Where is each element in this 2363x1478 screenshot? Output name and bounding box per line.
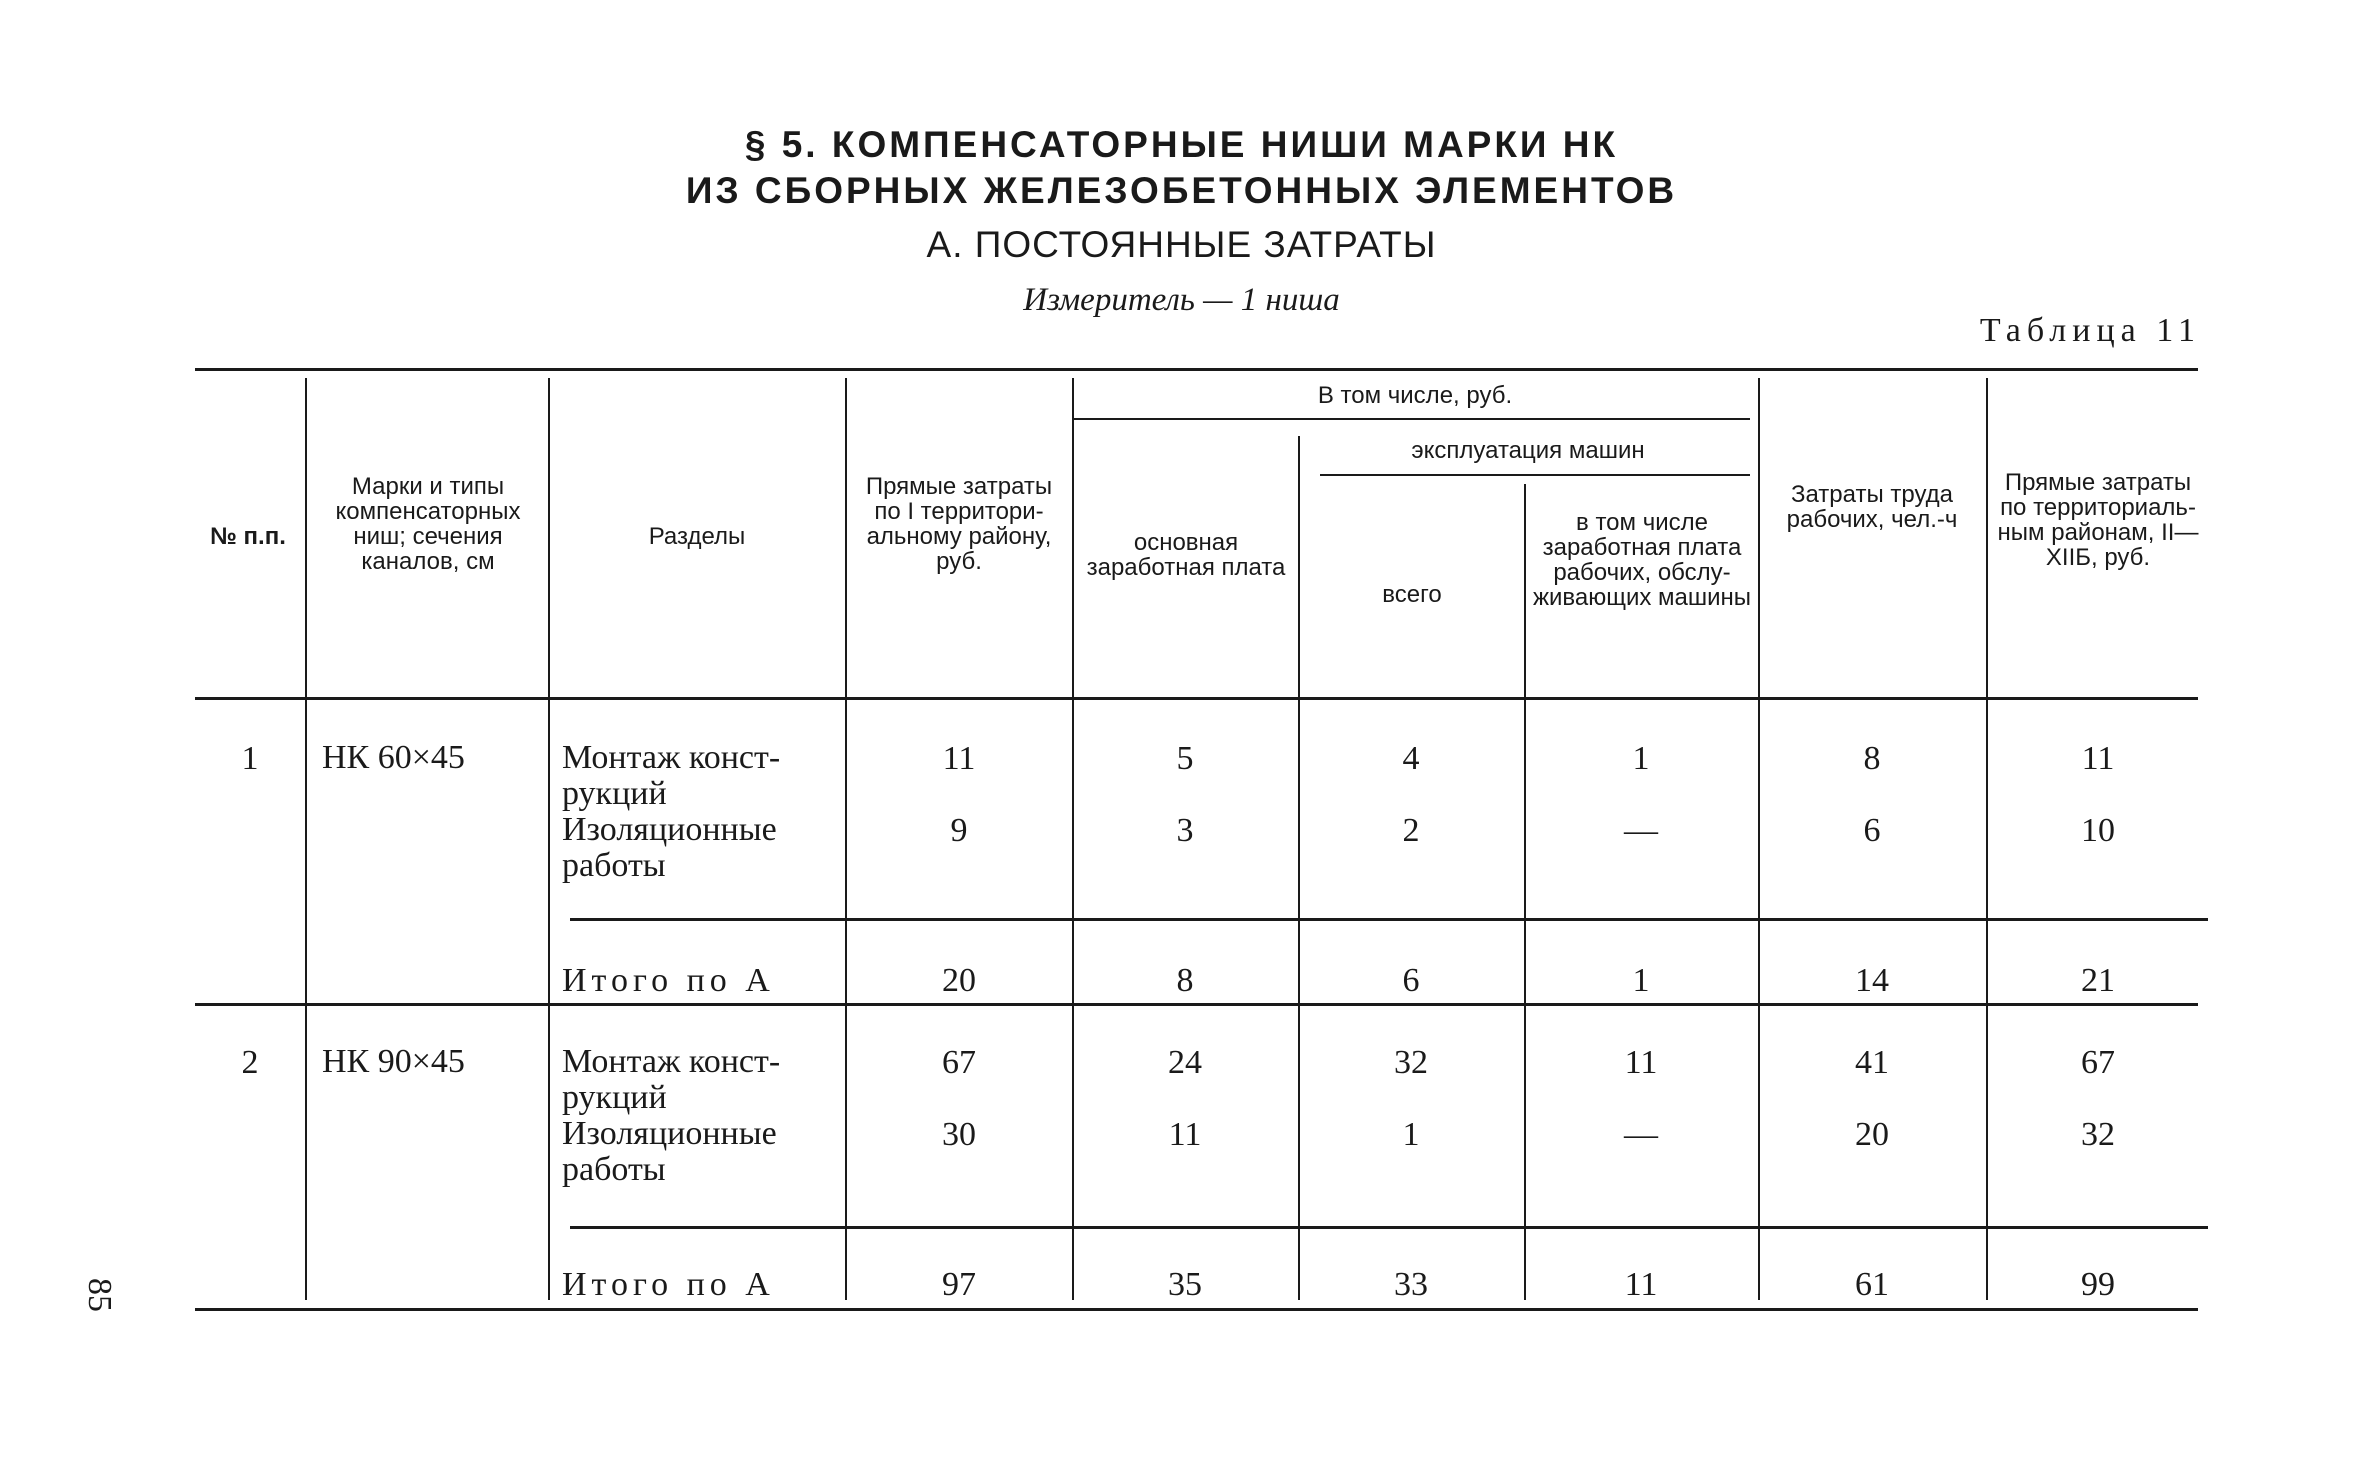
header-bottom-rule bbox=[195, 697, 2198, 700]
section-title: А. ПОСТОЯННЫЕ ЗАТРАТЫ bbox=[926, 224, 1437, 265]
row-section: Монтаж конструкций bbox=[562, 1043, 781, 1116]
subtotal-direct2: 21 bbox=[2081, 962, 2115, 999]
group-mark: НК 90×45 bbox=[322, 1043, 465, 1080]
cell-incl-wage: 11 bbox=[1624, 1044, 1658, 1081]
cell-direct2: 11 bbox=[2081, 740, 2115, 777]
row-section: Изоляционные работы bbox=[562, 811, 777, 884]
subtotal-direct1: 97 bbox=[942, 1266, 976, 1303]
cell-labor: 6 bbox=[1863, 812, 1881, 849]
measure-unit: Измеритель — 1 ниша bbox=[1023, 282, 1340, 318]
subtotal-direct1: 20 bbox=[942, 962, 976, 999]
row-section: Изоляционные работы bbox=[562, 1115, 777, 1188]
cell-wage: 5 bbox=[1176, 740, 1194, 777]
group1-bottom-rule bbox=[195, 1003, 2198, 1006]
cell-labor: 8 bbox=[1863, 740, 1881, 777]
subtotal-incl-wage: 1 bbox=[1632, 962, 1650, 999]
group-mark: НК 60×45 bbox=[322, 739, 465, 776]
col-divider bbox=[305, 378, 307, 1300]
header-sections: Разделы bbox=[648, 523, 746, 550]
col-divider bbox=[845, 378, 847, 1300]
cell-direct1: 67 bbox=[942, 1044, 976, 1081]
cell-wage: 24 bbox=[1168, 1044, 1202, 1081]
header-incl-wage: в том числе заработная плата рабочих, обслуживающих машины bbox=[1532, 509, 1752, 611]
table-bottom-rule bbox=[195, 1308, 2198, 1311]
machines-rule bbox=[1320, 474, 1750, 476]
header-direct2: Прямые затраты по территориальным районам, II—XIIБ, руб. bbox=[1997, 469, 2199, 571]
cell-wage: 3 bbox=[1176, 812, 1194, 849]
group-num: 2 bbox=[241, 1044, 259, 1081]
cell-direct1: 9 bbox=[950, 812, 968, 849]
row-section: Монтаж конструкций bbox=[562, 739, 781, 812]
header-num: № п.п. bbox=[210, 523, 286, 550]
cell-direct2: 32 bbox=[2081, 1116, 2115, 1153]
cell-incl-wage: — bbox=[1624, 1116, 1658, 1153]
subtotal-direct2: 99 bbox=[2081, 1266, 2115, 1303]
header-marks: Марки и типы компенсаторных ниш; сечения каналов, см bbox=[335, 473, 521, 575]
header-machines: эксплуатация машин bbox=[1411, 437, 1645, 464]
cell-direct2: 10 bbox=[2081, 812, 2115, 849]
cell-total: 2 bbox=[1402, 812, 1420, 849]
header-incl: В том числе, руб. bbox=[1317, 382, 1513, 409]
cell-total: 4 bbox=[1402, 740, 1420, 777]
header-labor: Затраты труда рабочих, чел.-ч bbox=[1786, 481, 1958, 533]
subtotal-label: Итого по А bbox=[562, 962, 775, 999]
subtotal-wage: 8 bbox=[1176, 962, 1194, 999]
table-label: Таблица 11 bbox=[1979, 312, 2201, 349]
col-divider bbox=[548, 378, 550, 1300]
header-direct1: Прямые затраты по I территориальному району, руб. bbox=[865, 473, 1053, 575]
header-wage: основная заработная плата bbox=[1086, 529, 1286, 581]
subtotal-incl-wage: 11 bbox=[1624, 1266, 1658, 1303]
subtotal-wage: 35 bbox=[1168, 1266, 1202, 1303]
subtotal-total: 33 bbox=[1394, 1266, 1428, 1303]
subtotal-label: Итого по А bbox=[562, 1266, 775, 1303]
table-top-rule bbox=[195, 368, 2198, 371]
cell-total: 1 bbox=[1402, 1116, 1420, 1153]
cell-direct2: 67 bbox=[2081, 1044, 2115, 1081]
cell-labor: 41 bbox=[1855, 1044, 1889, 1081]
incl-rule bbox=[1072, 418, 1750, 420]
cell-total: 32 bbox=[1394, 1044, 1428, 1081]
cell-incl-wage: 1 bbox=[1632, 740, 1650, 777]
cell-direct1: 11 bbox=[942, 740, 976, 777]
group1-subtotal-rule bbox=[570, 918, 2208, 921]
subtotal-total: 6 bbox=[1402, 962, 1420, 999]
cell-wage: 11 bbox=[1168, 1116, 1202, 1153]
group-num: 1 bbox=[241, 740, 259, 777]
col-divider bbox=[1524, 484, 1526, 1300]
title-line-2: ИЗ СБОРНЫХ ЖЕЛЕЗОБЕТОННЫХ ЭЛЕМЕНТОВ bbox=[685, 170, 1678, 211]
cell-incl-wage: — bbox=[1624, 812, 1658, 849]
col-divider bbox=[1298, 436, 1300, 1300]
title-line-1: § 5. КОМПЕНСАТОРНЫЕ НИШИ МАРКИ НК bbox=[744, 124, 1619, 165]
page-number: 85 bbox=[81, 1278, 118, 1312]
subtotal-labor: 61 bbox=[1855, 1266, 1889, 1303]
header-total: всего bbox=[1382, 581, 1442, 608]
cell-direct1: 30 bbox=[942, 1116, 976, 1153]
cell-labor: 20 bbox=[1855, 1116, 1889, 1153]
subtotal-labor: 14 bbox=[1855, 962, 1889, 999]
group2-subtotal-rule bbox=[570, 1226, 2208, 1229]
